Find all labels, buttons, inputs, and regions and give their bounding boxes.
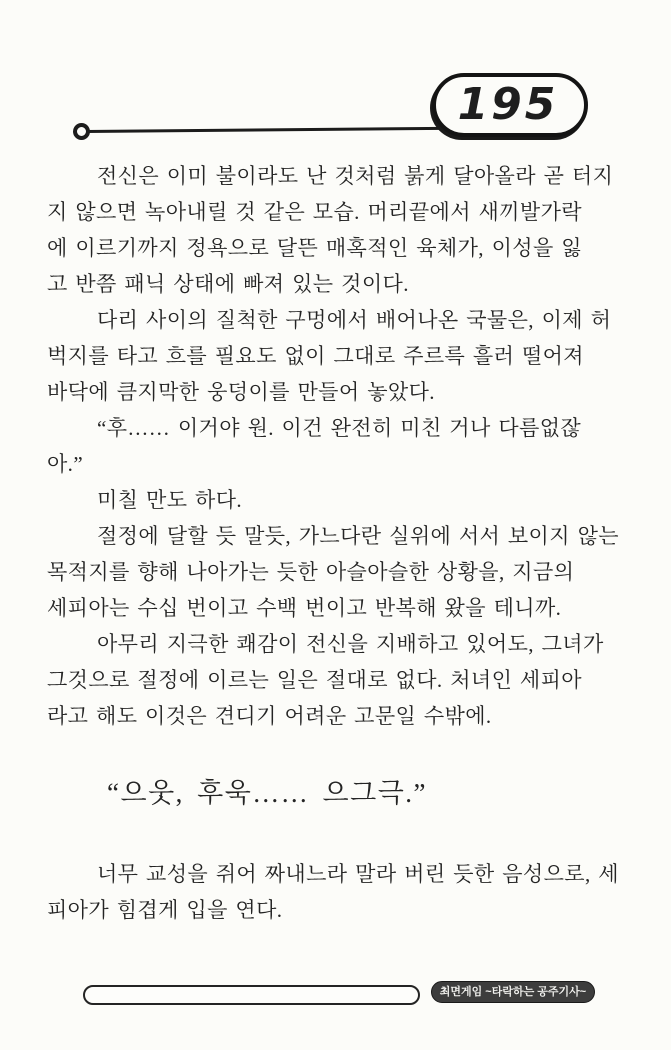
text-line: 라고 해도 이것은 견디기 어려운 고문일 수밖에.: [47, 704, 492, 728]
paragraph: [47, 856, 637, 928]
text-line: 아.”: [47, 452, 84, 476]
text-line: 그것으로 절정에 이르는 일은 절대로 없다. 처녀인 세피아: [47, 668, 582, 692]
text-line: 고 반쯤 패닉 상태에 빠져 있는 것이다.: [47, 272, 409, 296]
text-line: 지 않으면 녹아내릴 것 같은 모습. 머리끝에서 새끼발가락: [47, 200, 582, 224]
text-line: 아무리 지극한 쾌감이 전신을 지배하고 있어도, 그녀가: [97, 632, 604, 656]
header-rule-line: [86, 127, 458, 133]
paragraph-dialogue: [47, 410, 637, 482]
paragraph: [47, 518, 637, 626]
series-title-badge: [431, 981, 595, 1003]
paragraph: [47, 626, 637, 734]
page-number: 195: [457, 79, 559, 130]
text-line: 너무 교성을 쥐어 짜내느라 말라 버린 듯한 음성으로, 세: [97, 862, 619, 886]
text-line: 세피아는 수십 번이고 수백 번이고 반복해 왔을 테니까.: [47, 596, 562, 620]
text-line: 절정에 달할 듯 말듯, 가느다란 실위에 서서 보이지 않는: [97, 524, 619, 548]
emphasized-dialogue-line: “으웃, 후욱…… 으그극.”: [107, 778, 428, 808]
text-line: 에 이르기까지 정욕으로 달뜬 매혹적인 육체가, 이성을 잃: [47, 236, 582, 260]
paragraph: [47, 158, 637, 302]
paragraph: [47, 302, 637, 410]
footer-blank-pill: [83, 985, 420, 1005]
body-text: [47, 158, 637, 928]
text-line: 벅지를 타고 흐를 필요도 없이 그대로 주르륵 흘러 떨어져: [47, 344, 584, 368]
text-line: 미칠 만도 하다.: [97, 488, 243, 512]
page-number-badge: [432, 73, 588, 137]
text-line: 다리 사이의 질척한 구멍에서 배어나온 국물은, 이제 허: [97, 308, 612, 332]
text-line: “후…… 이거야 원. 이건 완전히 미친 거나 다름없잖: [97, 416, 582, 440]
series-title: 최면게임 ~타락하는 공주기사~: [439, 985, 587, 998]
text-line: 목적지를 향해 나아가는 듯한 아슬아슬한 상황을, 지금의: [47, 560, 575, 584]
paragraph-emphasized-dialogue: [47, 771, 637, 815]
paragraph: [47, 482, 637, 518]
text-line: 전신은 이미 불이라도 난 것처럼 붉게 달아올라 곧 터지: [97, 164, 614, 188]
text-line: 피아가 힘겹게 입을 연다.: [47, 898, 283, 922]
text-line: 바닥에 큼지막한 웅덩이를 만들어 놓았다.: [47, 380, 435, 404]
